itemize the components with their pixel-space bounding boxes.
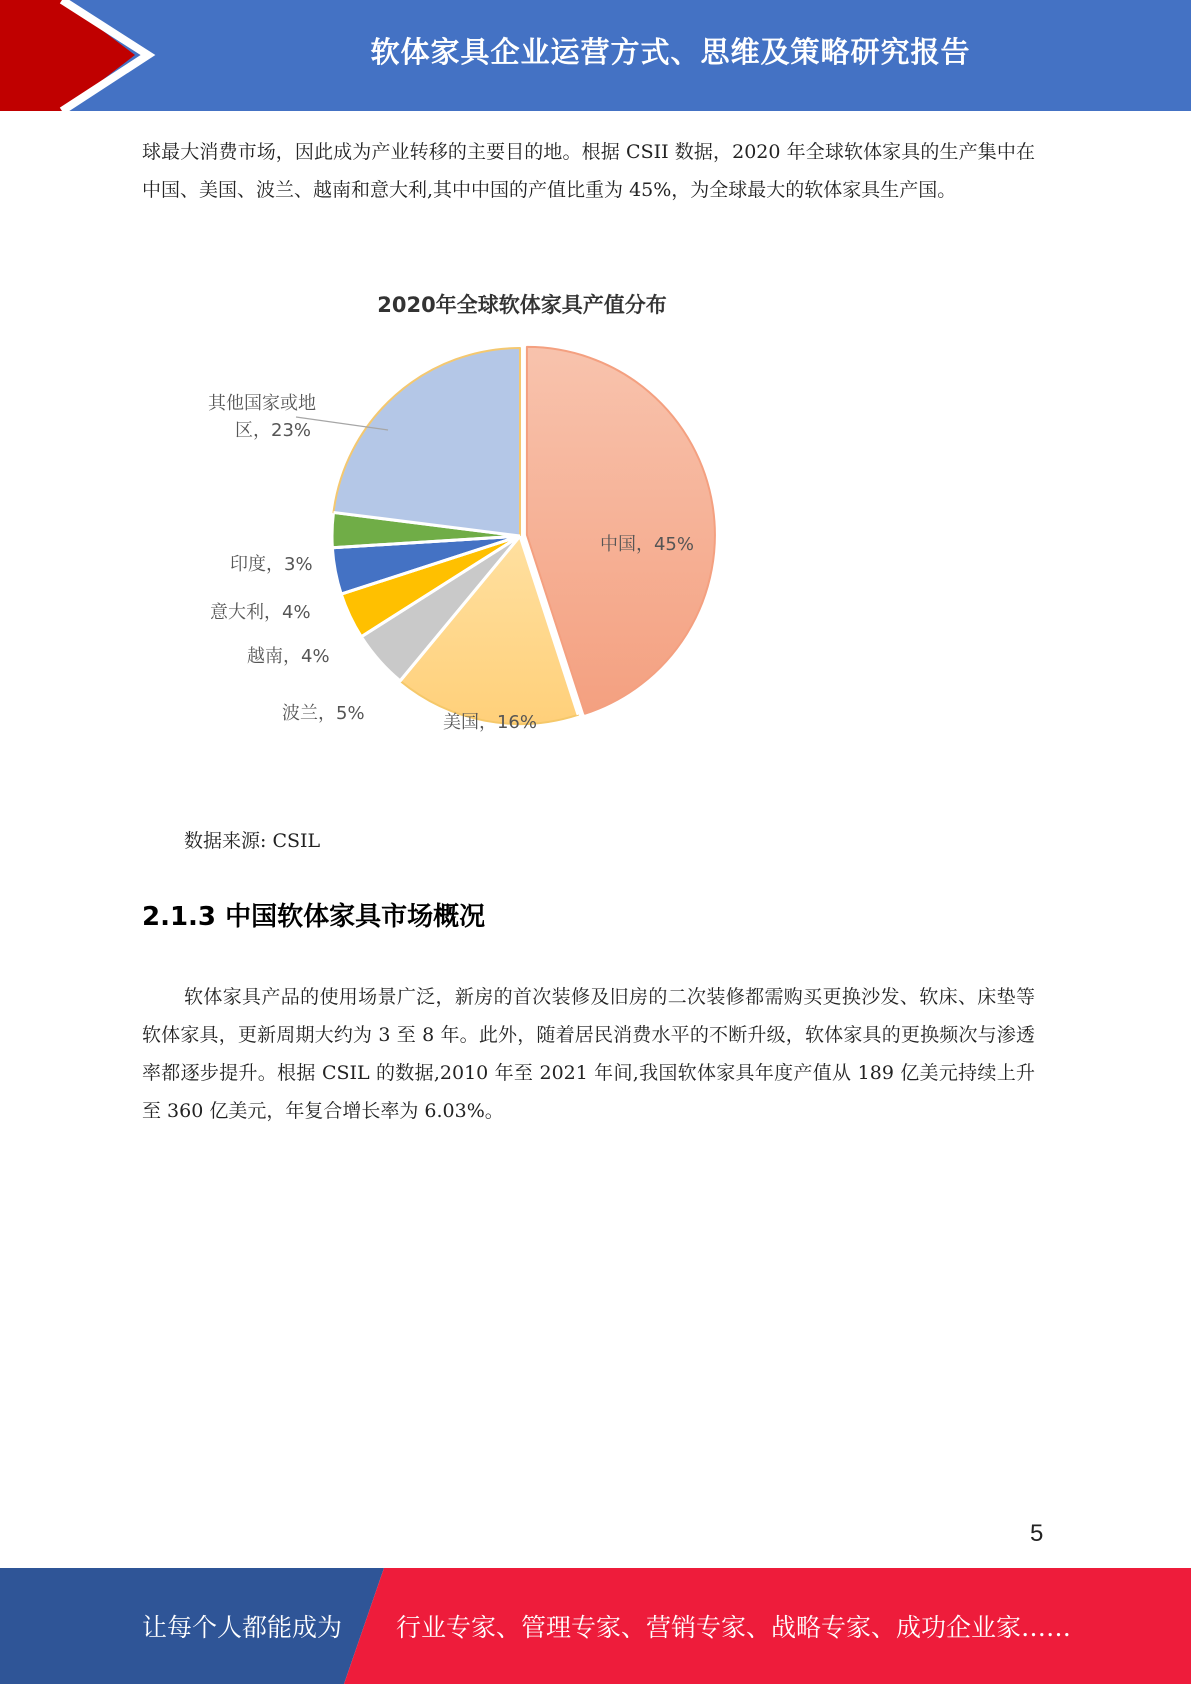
data-label-india: 印度，3% <box>230 554 313 575</box>
page-header <box>0 0 1191 111</box>
pie-chart-svg <box>142 278 762 788</box>
pie-slice-other <box>333 348 520 536</box>
section-heading: 2.1.3 中国软体家具市场概况 <box>142 902 486 932</box>
data-source: 数据来源: CSIL <box>184 830 321 852</box>
footer-tagline: 行业专家、管理专家、营销专家、战略专家、成功企业家…… <box>396 1613 1072 1642</box>
pie-chart <box>142 278 762 788</box>
data-label-vietnam: 越南，4% <box>247 646 330 667</box>
footer-slogan: 让每个人都能成为 <box>142 1613 343 1642</box>
data-label-poland: 波兰，5% <box>282 703 365 724</box>
market-paragraph: 软体家具产品的使用场景广泛，新房的首次装修及旧房的二次装修都需购买更换沙发、软床、床垫等软体家具，更新周期大约为 3 至 8 年。此外，随着居民消费水平的不断升级，软体家具的更换频次与渗透率都逐步提升。根据 CSIL 的数据,2010 年至 2021 年间,我国软体家具年度产值从 189 亿美元持续上升至 360 亿美元，年复合增长率为 6.03%。 <box>142 986 1035 1122</box>
chart-title: 2020年全球软体家具产值分布 <box>377 293 667 317</box>
header-arrow-decoration <box>0 0 160 111</box>
page-footer <box>0 1568 1191 1684</box>
header-title: 软体家具企业运营方式、思维及策略研究报告 <box>370 34 971 69</box>
data-label-china: 中国，45% <box>599 534 695 555</box>
data-label-italy: 意大利，4% <box>210 602 311 623</box>
data-label-other: 其他国家或地区，23% <box>208 393 316 441</box>
intro-paragraph: 球最大消费市场，因此成为产业转移的主要目的地。根据 CSII 数据，2020 年全球软体家具的生产集中在中国、美国、波兰、越南和意大利,其中中国的产值比重为 45%，为全球最大的软体家具生产国。 <box>142 141 1035 201</box>
page-number: 5 <box>1030 1520 1044 1547</box>
data-label-usa: 美国，16% <box>442 712 538 733</box>
